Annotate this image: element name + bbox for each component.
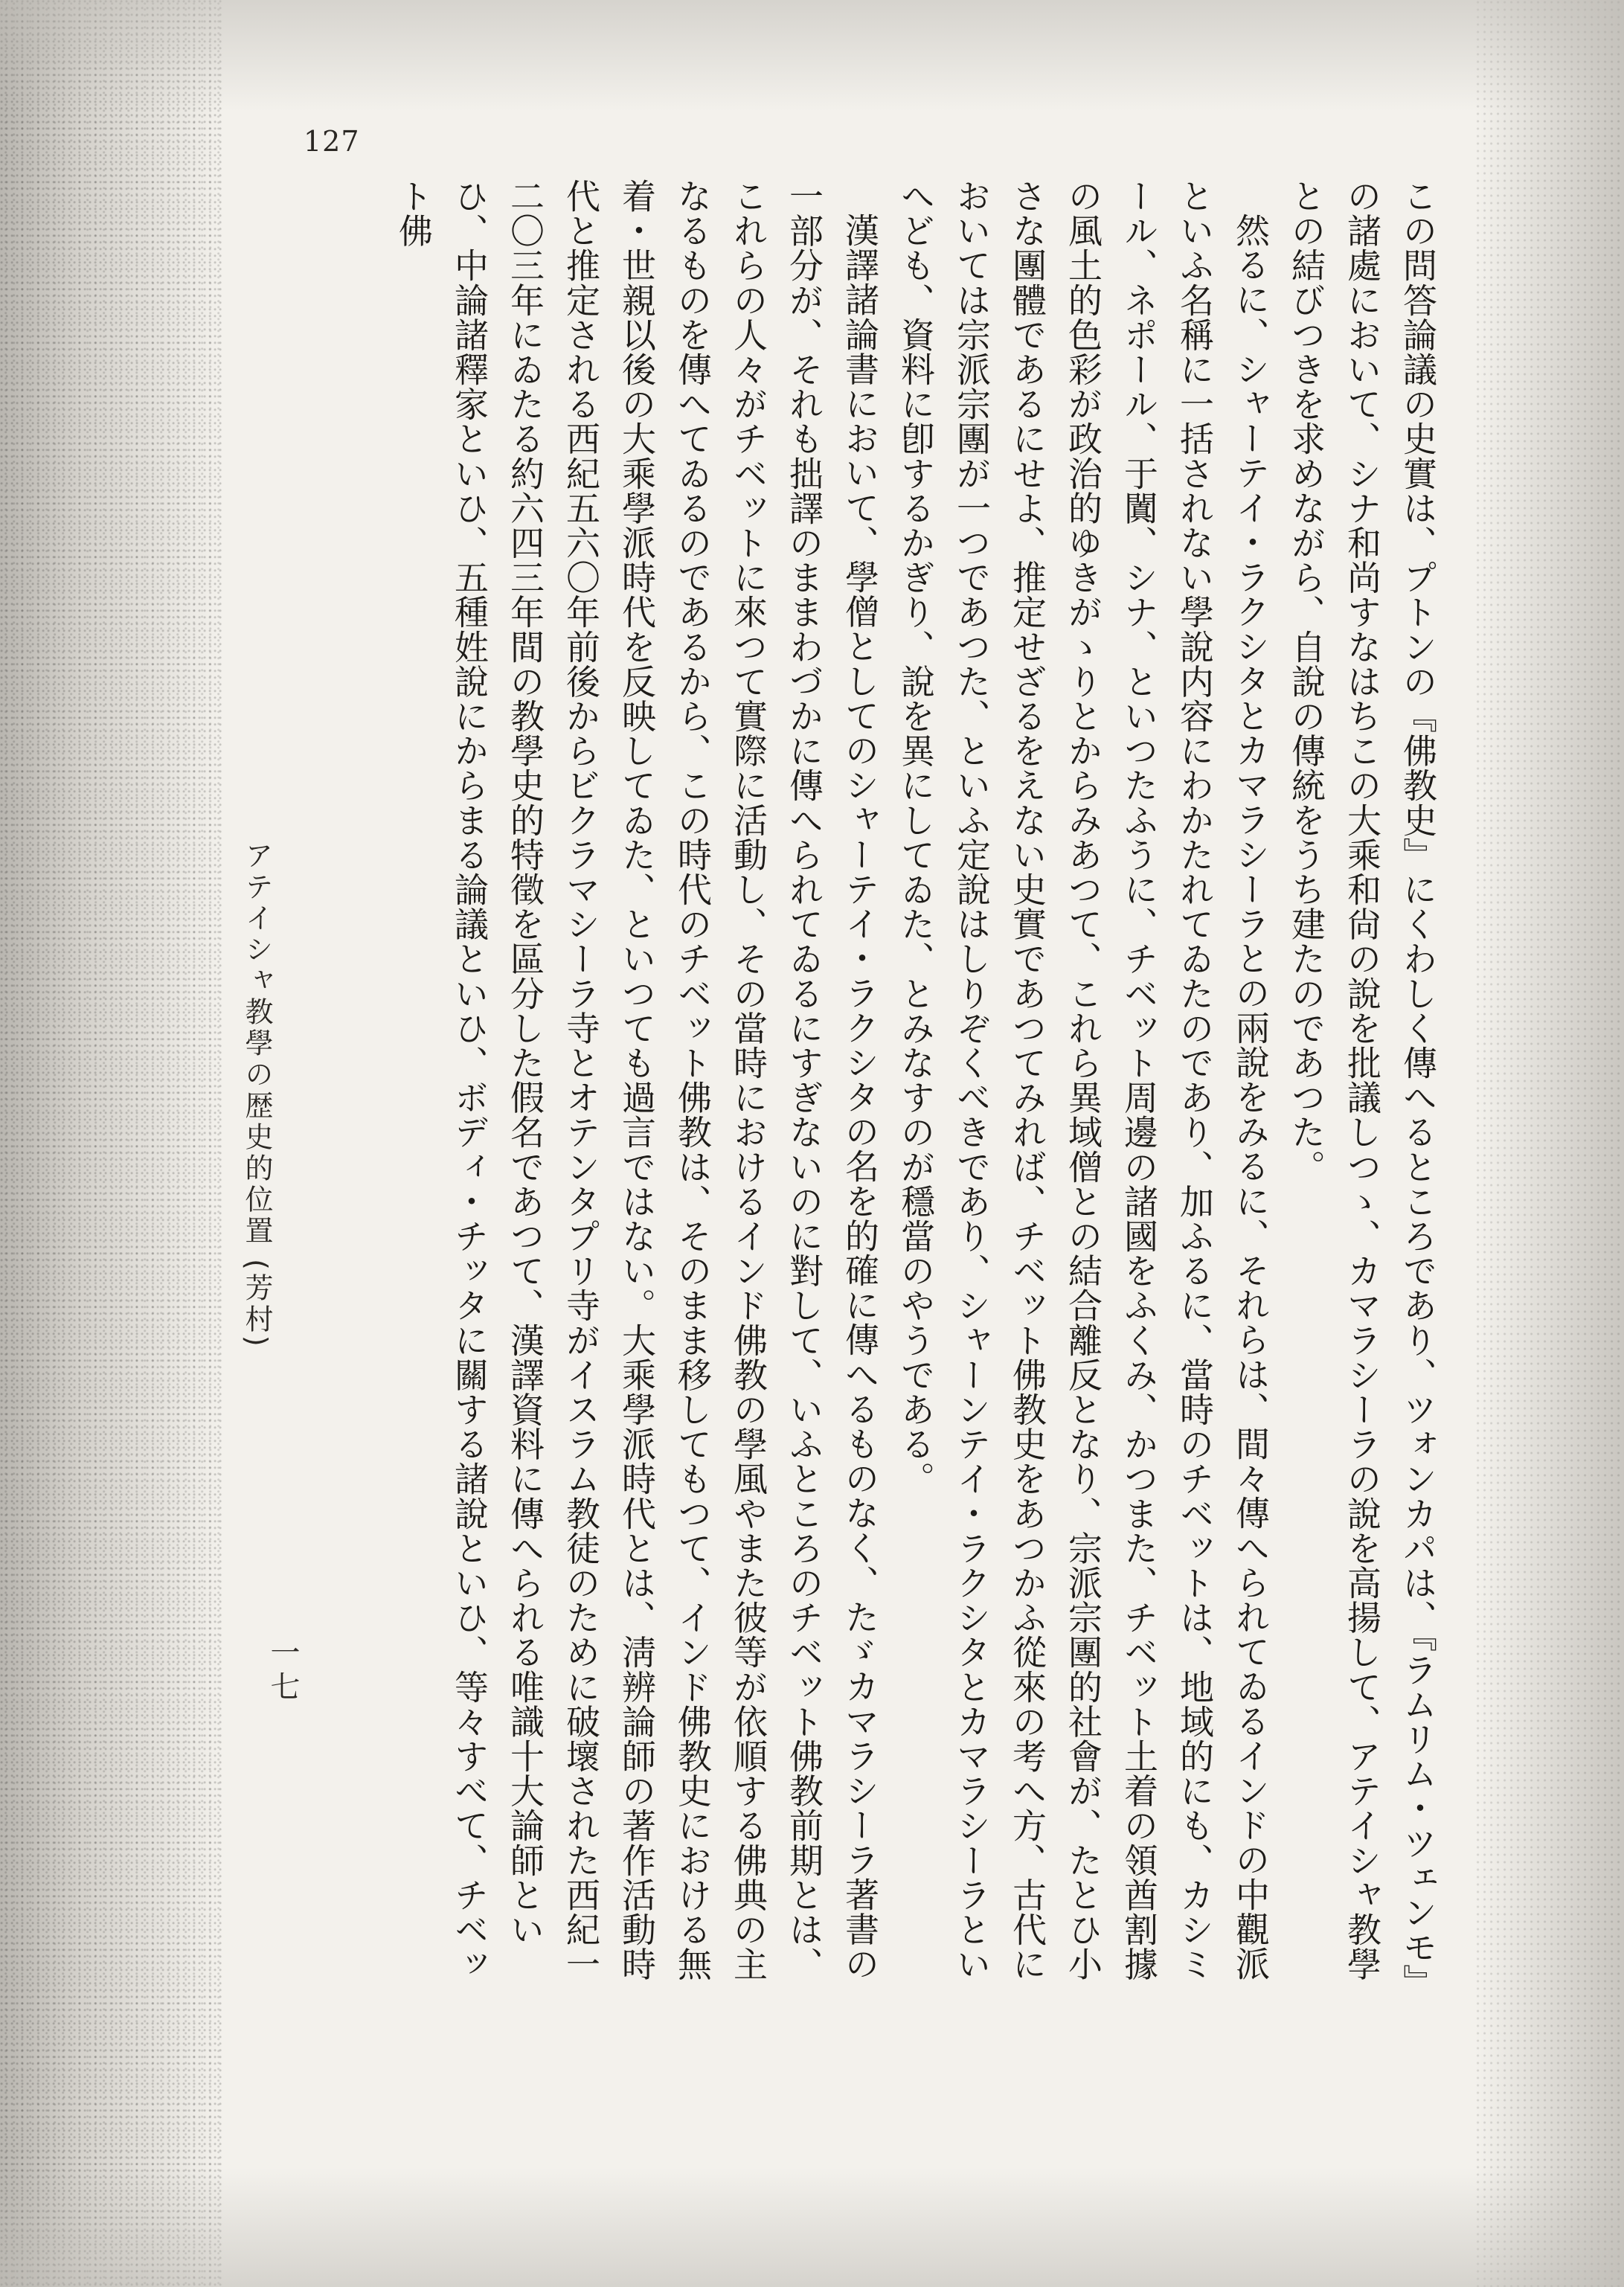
scan-shadow-top bbox=[0, 0, 1624, 112]
paragraph: 然るに、シャーテイ・ラクシタとカマラシーラとの兩說をみるに、それらは、間々傳へられてゐるインドの中觀派といふ名稱に一括されない學說内容にわかたれてゐたのであり、加ふるに、當時のチベットは、地域的にも、カシミール、ネポール、于闐、シナ、といつたふうに、チベット周邊の諸國をふくみ、かつまた、チベット土着の領酋割據の風土的色彩が政治的ゆきがゝりとからみあつて、これら異域僧との結合離反となり、宗派宗團的社會が、たとひ小さな團體であるにせよ、推定せざるをえない史實であつてみれば、チベット佛教史をあつかふ從來の考へ方、古代においては宗派宗團が一つであつた、といふ定說はしりぞくべきであり、シャーンテイ・ラクシタとカマラシーラといへども、資料に卽するかぎり、說を異にしてゐた、とみなすのが穩當のやうである。 bbox=[896, 179, 1271, 1982]
page-number: 127 bbox=[304, 125, 360, 158]
scan-shadow-bottom bbox=[0, 2168, 1624, 2287]
scan-shadow-left bbox=[0, 0, 223, 2287]
chinese-page-number: 一七 bbox=[266, 1637, 300, 1705]
paragraph: この問答論議の史實は、プトンの『佛教史』にくわしく傳へるところであり、ツォンカパは、『ラムリム・ツェンモ』の諸處において、シナ和尚すなはちこの大乘和尙の說を批議しつゝ、カマラシーラの說を高揚して、アテイシャ教學との結びつきを求めながら、自說の傳統をうち建たのであつた。 bbox=[1286, 179, 1438, 1982]
body-text bbox=[382, 179, 1445, 1994]
running-footer: アテイシャ教學の歴史的位置 (芳村) bbox=[240, 841, 273, 1350]
scan-shadow-right bbox=[1475, 0, 1624, 2287]
paragraph: 漢譯諸論書において、學僧としてのシャーテイ・ラクシタの名を的確に傳へるものなく、たゞカマラシーラ著書の一部分が、それも拙譯のままわづかに傳へられてゐるにすぎないのに對して、いふところのチベット佛教前期とは、これらの人々がチベットに來つて實際に活動し、その當時におけるインド佛教の學風やまた彼等が依順する佛典の主なるものを傳へてゐるのであるから、この時代のチベット佛教は、そのまま移してもつて、インド佛教史における無着・世親以後の大乘學派時代を反映してゐた、といつても過言ではない。大乘學派時代とは、淸辨論師の著作活動時代と推定される西紀五六〇年前後からビクラマシーラ寺とオテンタプリ寺がイスラム教徒のために破壞された西紀一二〇三年にゐたる約六四三年間の教學史的特徵を區分した假名であつて、漢譯資料に傳へられる唯識十大論師といひ、中論諸釋家といひ、五種姓說にからまる論議といひ、ボディ・チッタに關する諸說といひ、等々すべて、チベット佛 bbox=[394, 179, 880, 1982]
